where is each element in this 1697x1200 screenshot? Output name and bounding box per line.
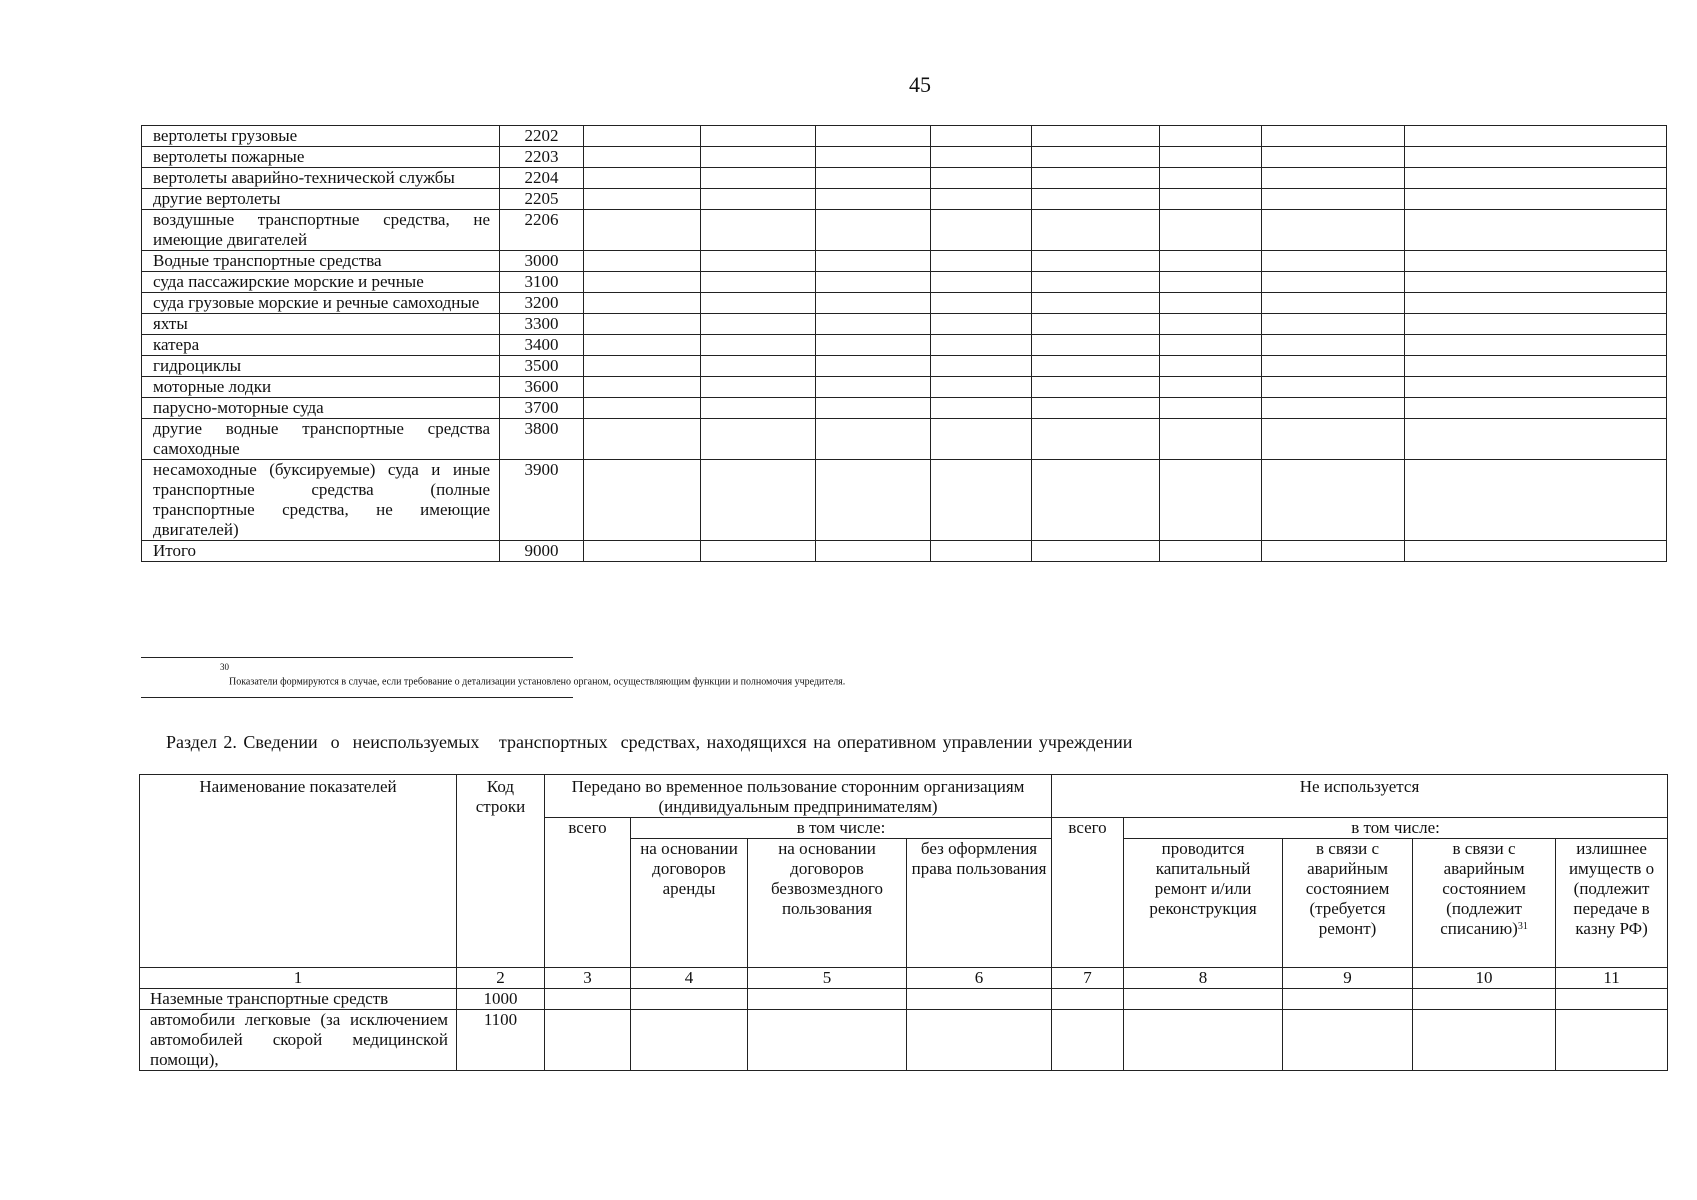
header-not-used: Не используется xyxy=(1052,775,1668,818)
empty-cell xyxy=(1405,168,1667,189)
footnote-bottom-rule xyxy=(141,697,573,698)
footnote xyxy=(220,662,846,688)
empty-cell xyxy=(1032,272,1160,293)
empty-cell xyxy=(701,126,816,147)
empty-cell xyxy=(1405,335,1667,356)
header-surplus: излишнее имуществ о (подлежит передаче в казну РФ) xyxy=(1556,839,1668,968)
empty-cell xyxy=(816,168,931,189)
row-name: вертолеты грузовые xyxy=(142,126,500,147)
empty-cell xyxy=(1032,147,1160,168)
table-section-2 xyxy=(139,774,1668,1071)
empty-cell xyxy=(701,314,816,335)
empty-cell xyxy=(584,398,701,419)
row-name: суда грузовые морские и речные самоходные xyxy=(142,293,500,314)
empty-cell xyxy=(1160,293,1262,314)
empty-cell xyxy=(1405,210,1667,251)
empty-cell xyxy=(1405,189,1667,210)
empty-cell xyxy=(1160,398,1262,419)
empty-cell xyxy=(931,126,1032,147)
empty-cell xyxy=(1052,989,1124,1010)
table-row xyxy=(142,398,1667,419)
header-total-2: всего xyxy=(1052,818,1124,968)
row-name: катера xyxy=(142,335,500,356)
empty-cell xyxy=(931,210,1032,251)
table-section-2-body xyxy=(140,989,1668,1071)
empty-cell xyxy=(1405,272,1667,293)
empty-cell xyxy=(1032,356,1160,377)
empty-cell xyxy=(1032,398,1160,419)
header-name: Наименование показателей xyxy=(140,775,457,968)
empty-cell xyxy=(931,168,1032,189)
page-number: 45 xyxy=(909,72,931,97)
column-number: 11 xyxy=(1556,968,1668,989)
empty-cell xyxy=(1262,398,1405,419)
empty-cell xyxy=(545,989,631,1010)
row-code: 3200 xyxy=(500,293,584,314)
row-name: другие вертолеты xyxy=(142,189,500,210)
header-row-1 xyxy=(140,775,1668,818)
table-row xyxy=(142,272,1667,293)
table-row xyxy=(142,460,1667,541)
table-row xyxy=(142,210,1667,251)
header-including: в том числе: xyxy=(631,818,1052,839)
empty-cell xyxy=(1283,989,1413,1010)
empty-cell xyxy=(931,541,1032,562)
empty-cell xyxy=(931,251,1032,272)
empty-cell xyxy=(1262,147,1405,168)
footnote-number: 30 xyxy=(220,662,229,672)
empty-cell xyxy=(1032,168,1160,189)
column-number: 5 xyxy=(748,968,907,989)
empty-cell xyxy=(631,1010,748,1071)
column-number: 8 xyxy=(1124,968,1283,989)
empty-cell xyxy=(1160,147,1262,168)
empty-cell xyxy=(1405,126,1667,147)
row-name: Наземные транспортные средств xyxy=(140,989,457,1010)
empty-cell xyxy=(701,460,816,541)
table-row xyxy=(142,419,1667,460)
empty-cell xyxy=(701,335,816,356)
table-row xyxy=(142,541,1667,562)
empty-cell xyxy=(1032,293,1160,314)
empty-cell xyxy=(584,168,701,189)
footnote-text: Показатели формируются в случае, если требование о детализации установлено органом, осуществляющим функции и полномочия учредителя. xyxy=(229,676,846,688)
row-code: 1100 xyxy=(457,1010,545,1071)
empty-cell xyxy=(931,460,1032,541)
empty-cell xyxy=(1160,251,1262,272)
column-number: 4 xyxy=(631,968,748,989)
empty-cell xyxy=(1160,189,1262,210)
empty-cell xyxy=(907,1010,1052,1071)
row-name: моторные лодки xyxy=(142,377,500,398)
empty-cell xyxy=(1556,1010,1668,1071)
empty-cell xyxy=(1262,168,1405,189)
empty-cell xyxy=(931,147,1032,168)
empty-cell xyxy=(701,147,816,168)
empty-cell xyxy=(584,126,701,147)
empty-cell xyxy=(584,460,701,541)
table-continuation-body xyxy=(142,126,1667,562)
column-number: 10 xyxy=(1413,968,1556,989)
row-name: парусно-моторные суда xyxy=(142,398,500,419)
empty-cell xyxy=(748,1010,907,1071)
empty-cell xyxy=(701,168,816,189)
empty-cell xyxy=(1032,419,1160,460)
row-code: 2205 xyxy=(500,189,584,210)
empty-cell xyxy=(1262,293,1405,314)
empty-cell xyxy=(1262,377,1405,398)
empty-cell xyxy=(1405,460,1667,541)
empty-cell xyxy=(931,419,1032,460)
empty-cell xyxy=(1262,210,1405,251)
empty-cell xyxy=(1262,314,1405,335)
empty-cell xyxy=(1032,335,1160,356)
header-repair: проводится капитальный ремонт и/или реконструкция xyxy=(1124,839,1283,968)
table-row xyxy=(142,147,1667,168)
empty-cell xyxy=(701,377,816,398)
empty-cell xyxy=(816,335,931,356)
empty-cell xyxy=(1124,989,1283,1010)
empty-cell xyxy=(545,1010,631,1071)
row-code: 3700 xyxy=(500,398,584,419)
row-code: 2206 xyxy=(500,210,584,251)
empty-cell xyxy=(931,335,1032,356)
empty-cell xyxy=(816,293,931,314)
empty-cell xyxy=(1160,210,1262,251)
empty-cell xyxy=(1032,251,1160,272)
column-number: 6 xyxy=(907,968,1052,989)
empty-cell xyxy=(1262,419,1405,460)
empty-cell xyxy=(931,398,1032,419)
empty-cell xyxy=(1160,314,1262,335)
row-name: гидроциклы xyxy=(142,356,500,377)
row-code: 3500 xyxy=(500,356,584,377)
empty-cell xyxy=(1262,335,1405,356)
empty-cell xyxy=(584,314,701,335)
row-name: Водные транспортные средства xyxy=(142,251,500,272)
header-code: Код строки xyxy=(457,775,545,968)
row-code: 9000 xyxy=(500,541,584,562)
table-row xyxy=(142,356,1667,377)
row-code: 3300 xyxy=(500,314,584,335)
row-code: 2204 xyxy=(500,168,584,189)
row-code: 1000 xyxy=(457,989,545,1010)
column-number: 7 xyxy=(1052,968,1124,989)
empty-cell xyxy=(816,398,931,419)
empty-cell xyxy=(584,272,701,293)
row-name: вертолеты аварийно-технической службы xyxy=(142,168,500,189)
table-row xyxy=(142,314,1667,335)
empty-cell xyxy=(1160,168,1262,189)
empty-cell xyxy=(1160,335,1262,356)
empty-cell xyxy=(1262,356,1405,377)
empty-cell xyxy=(1160,419,1262,460)
empty-cell xyxy=(1032,126,1160,147)
table-continuation xyxy=(141,125,1667,562)
empty-cell xyxy=(816,541,931,562)
empty-cell xyxy=(816,189,931,210)
empty-cell xyxy=(1262,126,1405,147)
empty-cell xyxy=(1160,460,1262,541)
row-code: 2202 xyxy=(500,126,584,147)
empty-cell xyxy=(584,419,701,460)
empty-cell xyxy=(816,419,931,460)
table-row xyxy=(142,293,1667,314)
empty-cell xyxy=(1262,541,1405,562)
empty-cell xyxy=(701,189,816,210)
empty-cell xyxy=(1556,989,1668,1010)
empty-cell xyxy=(1405,314,1667,335)
empty-cell xyxy=(1032,460,1160,541)
empty-cell xyxy=(584,251,701,272)
row-name: Итого xyxy=(142,541,500,562)
empty-cell xyxy=(1032,314,1160,335)
empty-cell xyxy=(1032,377,1160,398)
empty-cell xyxy=(701,356,816,377)
header-including-2: в том числе: xyxy=(1124,818,1668,839)
table-row xyxy=(140,1010,1668,1071)
empty-cell xyxy=(1405,147,1667,168)
empty-cell xyxy=(816,356,931,377)
empty-cell xyxy=(701,541,816,562)
empty-cell xyxy=(584,377,701,398)
empty-cell xyxy=(1405,419,1667,460)
empty-cell xyxy=(701,293,816,314)
row-code: 3800 xyxy=(500,419,584,460)
row-name: воздушные транспортные средства, не имеющие двигателей xyxy=(142,210,500,251)
empty-cell xyxy=(816,377,931,398)
column-number: 3 xyxy=(545,968,631,989)
empty-cell xyxy=(1160,377,1262,398)
empty-cell xyxy=(1262,189,1405,210)
header-no-registration: без оформления права пользования xyxy=(907,839,1052,968)
empty-cell xyxy=(931,293,1032,314)
empty-cell xyxy=(701,210,816,251)
empty-cell xyxy=(701,419,816,460)
empty-cell xyxy=(1405,541,1667,562)
empty-cell xyxy=(748,989,907,1010)
empty-cell xyxy=(701,398,816,419)
empty-cell xyxy=(1032,210,1160,251)
column-number: 1 xyxy=(140,968,457,989)
header-free-use: на основании договоров безвозмездного пользования xyxy=(748,839,907,968)
empty-cell xyxy=(1405,356,1667,377)
empty-cell xyxy=(1405,251,1667,272)
empty-cell xyxy=(931,356,1032,377)
empty-cell xyxy=(1160,541,1262,562)
empty-cell xyxy=(701,272,816,293)
column-number: 9 xyxy=(1283,968,1413,989)
empty-cell xyxy=(1413,989,1556,1010)
empty-cell xyxy=(816,272,931,293)
footnote-separator xyxy=(141,657,573,658)
section-2-title: Раздел 2. Сведении о неиспользуемых транспортных средствах, находящихся на оперативном управлении учреждении xyxy=(166,732,1133,752)
empty-cell xyxy=(816,210,931,251)
empty-cell xyxy=(1262,251,1405,272)
row-name: суда пассажирские морские и речные xyxy=(142,272,500,293)
empty-cell xyxy=(1413,1010,1556,1071)
empty-cell xyxy=(816,314,931,335)
empty-cell xyxy=(931,377,1032,398)
empty-cell xyxy=(931,314,1032,335)
empty-cell xyxy=(816,147,931,168)
empty-cell xyxy=(816,251,931,272)
table-row xyxy=(142,377,1667,398)
row-code: 2203 xyxy=(500,147,584,168)
column-number-row xyxy=(140,968,1668,989)
empty-cell xyxy=(1283,1010,1413,1071)
empty-cell xyxy=(1405,398,1667,419)
empty-cell xyxy=(584,210,701,251)
empty-cell xyxy=(1160,272,1262,293)
row-name: автомобили легковые (за исключением автомобилей скорой медицинской помощи), xyxy=(140,1010,457,1071)
empty-cell xyxy=(584,335,701,356)
footnote-ref-31: 31 xyxy=(1517,921,1528,932)
header-transferred: Передано во временное пользование сторонним организациям (индивидуальным предпринимателям) xyxy=(545,775,1052,818)
table-row xyxy=(142,168,1667,189)
table-row xyxy=(142,126,1667,147)
empty-cell xyxy=(907,989,1052,1010)
empty-cell xyxy=(584,541,701,562)
empty-cell xyxy=(1032,189,1160,210)
empty-cell xyxy=(931,272,1032,293)
row-code: 3900 xyxy=(500,460,584,541)
header-emergency-writeoff xyxy=(1413,839,1556,968)
empty-cell xyxy=(1262,460,1405,541)
empty-cell xyxy=(631,989,748,1010)
header-emergency-writeoff-text: в связи с аварийным состоянием (подлежит списанию) xyxy=(1440,839,1526,938)
empty-cell xyxy=(931,189,1032,210)
empty-cell xyxy=(1124,1010,1283,1071)
empty-cell xyxy=(1262,272,1405,293)
row-name: несамоходные (буксируемые) суда и иные транспортные средства (полные транспортные средства, не имеющие двигателей) xyxy=(142,460,500,541)
empty-cell xyxy=(816,460,931,541)
empty-cell xyxy=(1160,126,1262,147)
empty-cell xyxy=(816,126,931,147)
column-number: 2 xyxy=(457,968,545,989)
table-row xyxy=(142,251,1667,272)
empty-cell xyxy=(584,356,701,377)
row-code: 3400 xyxy=(500,335,584,356)
empty-cell xyxy=(584,147,701,168)
empty-cell xyxy=(1052,1010,1124,1071)
table-row xyxy=(142,335,1667,356)
empty-cell xyxy=(701,251,816,272)
empty-cell xyxy=(1032,541,1160,562)
row-name: другие водные транспортные средства самоходные xyxy=(142,419,500,460)
row-code: 3600 xyxy=(500,377,584,398)
header-emergency-repair: в связи с аварийным состоянием (требуется ремонт) xyxy=(1283,839,1413,968)
empty-cell xyxy=(584,293,701,314)
row-code: 3100 xyxy=(500,272,584,293)
table-row xyxy=(142,189,1667,210)
table-row xyxy=(140,989,1668,1010)
empty-cell xyxy=(1405,377,1667,398)
empty-cell xyxy=(1160,356,1262,377)
row-code: 3000 xyxy=(500,251,584,272)
empty-cell xyxy=(584,189,701,210)
header-total: всего xyxy=(545,818,631,968)
row-name: вертолеты пожарные xyxy=(142,147,500,168)
row-name: яхты xyxy=(142,314,500,335)
empty-cell xyxy=(1405,293,1667,314)
header-lease: на основании договоров аренды xyxy=(631,839,748,968)
